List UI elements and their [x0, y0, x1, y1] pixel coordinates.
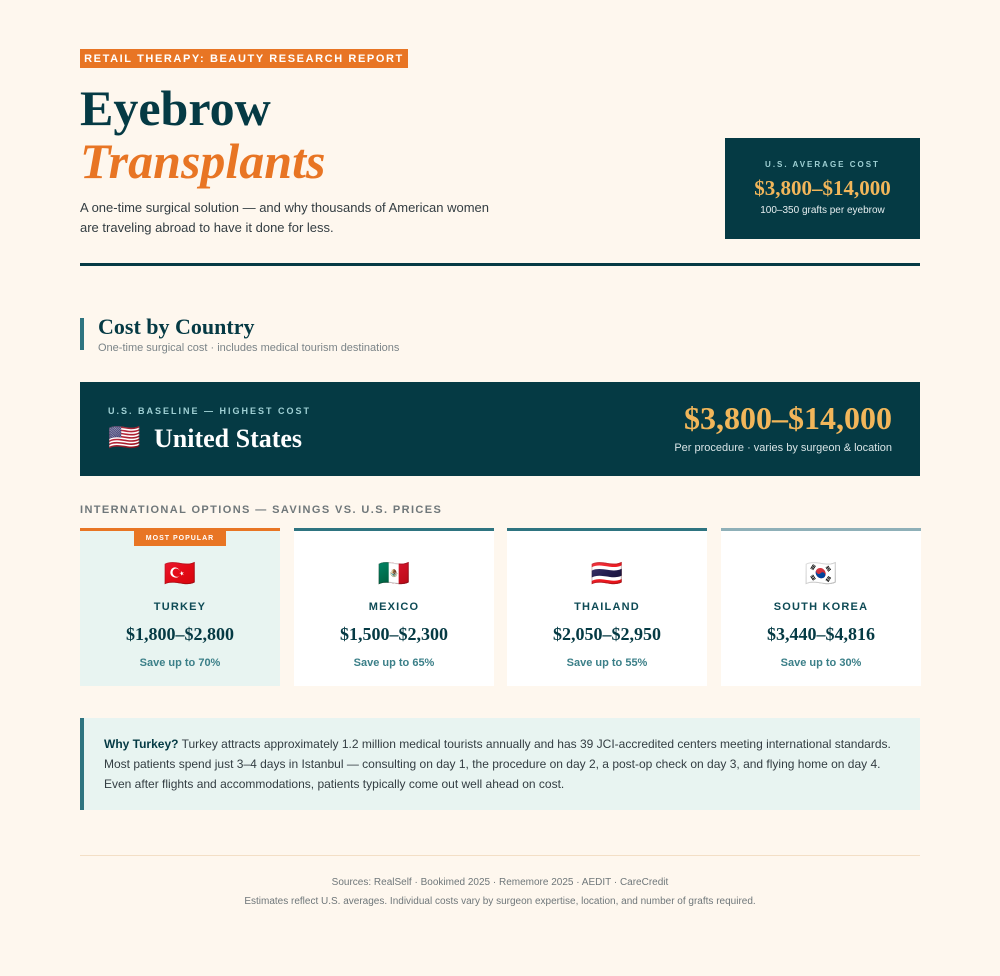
why-turkey-lead: Why Turkey? [104, 737, 179, 751]
report-page [80, 0, 920, 976]
country-price: $2,050–$2,950 [553, 624, 661, 644]
us-country-name: United States [154, 424, 303, 453]
section-title: Cost by Country [98, 314, 255, 339]
country-savings: Save up to 30% [780, 657, 862, 669]
page-title-line1: Eyebrow [80, 80, 271, 136]
report-tag: RETAIL THERAPY: BEAUTY RESEARCH REPORT [80, 49, 408, 68]
country-card-mexico [294, 528, 494, 686]
why-turkey-text [104, 734, 904, 794]
us-average-value: $3,800–$14,000 [754, 176, 891, 200]
mexico-flag-icon: 🇲🇽 [377, 559, 411, 589]
country-price: $3,440–$4,816 [767, 624, 875, 644]
country-name: MEXICO [368, 601, 420, 613]
country-cards [80, 528, 920, 686]
turkey-flag-icon: 🇹🇷 [163, 559, 197, 589]
country-card-thailand [507, 528, 707, 686]
thailand-flag-icon: 🇹🇭 [590, 559, 624, 589]
header-divider [80, 263, 920, 266]
us-baseline-sub: Per procedure · varies by surgeon & location [674, 442, 892, 454]
south-korea-flag-icon: 🇰🇷 [804, 559, 838, 589]
country-card-south-korea [721, 528, 921, 686]
us-flag-icon: 🇺🇸 [108, 423, 141, 453]
intro-text: A one-time surgical solution — and why thousands of American women are traveling abroad to have it done for less. [80, 200, 489, 235]
country-name: SOUTH KOREA [773, 601, 869, 613]
country-savings: Save up to 70% [139, 657, 221, 669]
page-title-line2: Transplants [80, 133, 326, 189]
footer-note: Estimates reflect U.S. averages. Individual costs vary by surgeon expertise, location, and number of grafts required. [244, 896, 756, 907]
country-name: THAILAND [574, 601, 640, 613]
us-baseline-label: U.S. BASELINE — HIGHEST COST [108, 406, 312, 416]
us-average-sub: 100–350 grafts per eyebrow [760, 205, 885, 216]
why-turkey-body: Turkey attracts approximately 1.2 million medical tourists annually and has 39 JCI-accredited centers meeting international standards. Most patients spend just 3–4 days in Istanbul — consulting on day 1, the procedure on day 2, a post-op check on day 3, and flying home on day 4. Even after flights and accommodations, patients typically come out well ahead on cost. [104, 737, 891, 791]
section-accent-bar [80, 318, 84, 350]
us-baseline-value: $3,800–$14,000 [684, 400, 892, 436]
most-popular-badge: MOST POPULAR [134, 531, 226, 546]
why-turkey-callout [80, 718, 920, 810]
us-average-cost-box [725, 138, 920, 239]
footer-sources: Sources: RealSelf · Bookimed 2025 · Rememore 2025 · AEDIT · CareCredit [331, 877, 669, 888]
country-name: TURKEY [153, 601, 207, 613]
country-price: $1,800–$2,800 [126, 624, 234, 644]
country-price: $1,500–$2,300 [340, 624, 448, 644]
us-average-label: U.S. AVERAGE COST [765, 160, 880, 169]
country-savings: Save up to 65% [353, 657, 435, 669]
section-subtitle: One-time surgical cost · includes medical tourism destinations [98, 342, 400, 354]
country-savings: Save up to 55% [566, 657, 648, 669]
us-baseline-box [80, 382, 920, 476]
footer-divider [80, 855, 920, 856]
country-card-turkey [80, 528, 280, 686]
international-label: INTERNATIONAL OPTIONS — SAVINGS VS. U.S. PRICES [80, 504, 443, 516]
